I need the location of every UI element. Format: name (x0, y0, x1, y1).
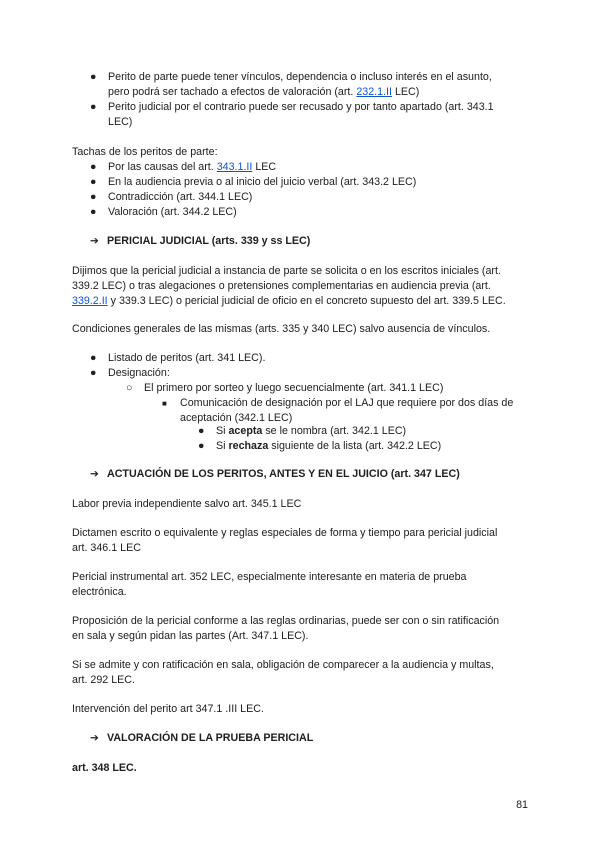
list-item-text: Perito judicial por el contrario puede ser recusado y por tanto apartado (art. 343.1 LEC) (108, 101, 494, 128)
bullet-disc: ● (90, 191, 97, 203)
bullet-disc: ● (198, 440, 205, 452)
list-item-text: El primero por sorteo y luego secuencialmente (art. 341.1 LEC) (144, 382, 444, 394)
bullet-disc: ● (90, 352, 97, 364)
section-heading: ➔ ACTUACIÓN DE LOS PERITOS, ANTES Y EN EL JUICIO (art. 347 LEC) (90, 468, 460, 480)
arrow-right-icon: ➔ (90, 468, 99, 480)
list-item-text: Perito de parte puede tener vínculos, dependencia o incluso interés en el asunto, pero podrá ser tachado a efectos de valoración (art. 232.1.II LEC) (108, 71, 492, 98)
list-item-text: Listado de peritos (art. 341 LEC). (108, 352, 266, 364)
list-item-text: En la audiencia previa o al inicio del juicio verbal (art. 343.2 LEC) (108, 176, 417, 188)
paragraph: Pericial instrumental art. 352 LEC, especialmente interesante en materia de prueba electrónica. (72, 571, 467, 598)
article-link-339-2-ii[interactable]: 339.2.II (72, 295, 108, 307)
bullet-disc: ● (90, 176, 97, 188)
section-heading: ➔ VALORACIÓN DE LA PRUEBA PERICIAL (90, 732, 314, 744)
list-item-text: Designación: (108, 367, 170, 379)
paragraph: Labor previa independiente salvo art. 345.1 LEC (72, 498, 302, 510)
paragraph: Proposición de la pericial conforme a las reglas ordinarias, puede ser con o sin ratificación en sala y según pidan las partes (Art. 347.1 LEC). (72, 615, 500, 642)
bullet-disc: ● (90, 206, 97, 218)
bullet-disc: ● (90, 367, 97, 379)
list-item-text: Comunicación de designación por el LAJ que requiere por dos días de aceptación (342.1 LEC) (180, 397, 514, 424)
bullet-square: ■ (162, 399, 167, 408)
list-item-text: Si rechaza siguiente de la lista (art. 342.2 LEC) (216, 440, 442, 452)
tachas-intro: Tachas de los peritos de parte: (72, 146, 218, 158)
page-number: 81 (516, 799, 528, 811)
paragraph: art. 348 LEC. (72, 762, 137, 774)
bullet-disc: ● (90, 71, 97, 83)
arrow-right-icon: ➔ (90, 235, 99, 247)
paragraph: Dijimos que la pericial judicial a instancia de parte se solicita o en los escritos iniciales (art. 339.2 LEC) o tras alegaciones o pretensiones complementarias en audiencia previa (art. 339.2.II y 339.3 LEC) o pericial judicial de oficio en el concreto supuesto del art. 339.5 LEC. (72, 265, 506, 307)
list-item-text: Si acepta se le nombra (art. 342.1 LEC) (216, 425, 407, 437)
bullet-circle: ○ (126, 382, 133, 394)
section-heading: ➔ PERICIAL JUDICIAL (arts. 339 y ss LEC) (90, 235, 311, 247)
bullet-disc: ● (90, 101, 97, 113)
paragraph: Dictamen escrito o equivalente y reglas especiales de forma y tiempo para pericial judicial art. 346.1 LEC (72, 527, 498, 554)
bullet-disc: ● (198, 425, 205, 437)
paragraph: Si se admite y con ratificación en sala, obligación de comparecer a la audiencia y multas, art. 292 LEC. (72, 659, 494, 686)
list-item-text: Contradicción (art. 344.1 LEC) (108, 191, 253, 203)
article-link-343-1-ii[interactable]: 343.1.II (216, 161, 253, 173)
list-item-text: Por las causas del art. 343.1.II LEC (108, 161, 277, 173)
paragraph: Intervención del perito art 347.1 .III LEC. (72, 703, 264, 715)
paragraph: Condiciones generales de las mismas (arts. 335 y 340 LEC) salvo ausencia de vínculos. (72, 323, 491, 335)
list-item-text: Valoración (art. 344.2 LEC) (108, 206, 237, 218)
article-link-232-1-ii[interactable]: 232.1.II (356, 86, 392, 98)
bullet-disc: ● (90, 161, 97, 173)
arrow-right-icon: ➔ (90, 732, 99, 744)
